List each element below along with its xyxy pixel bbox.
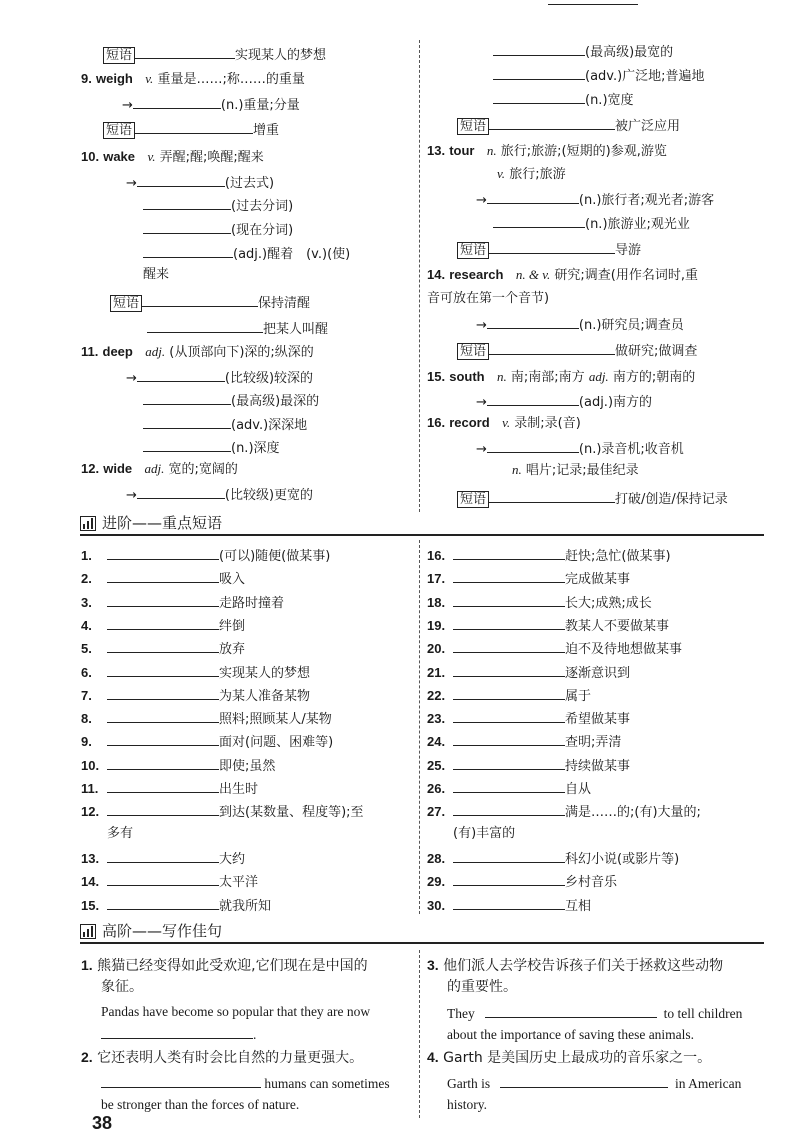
- phrase-item: [81, 871, 258, 892]
- column-divider-bottom: [419, 950, 420, 1118]
- phrase-item: [427, 871, 617, 892]
- phrase-meaning: 乡村音乐: [565, 875, 618, 891]
- arrow-icon: →: [476, 318, 487, 333]
- derive-row: → (n.)研究员;调查员: [476, 314, 684, 335]
- answer-blank[interactable]: [453, 731, 565, 746]
- answer-blank[interactable]: [500, 1073, 668, 1088]
- vocab-sub: n. 唱片;记录;最佳纪录: [512, 462, 639, 478]
- answer-blank[interactable]: [107, 662, 219, 677]
- answer-blank[interactable]: [493, 41, 585, 56]
- vocab-item-weigh: 9. weigh v. 重量是……;称……的重量: [81, 71, 305, 87]
- phrase-item: [427, 545, 671, 566]
- sentence-4-en: Garth is in American: [447, 1073, 741, 1093]
- item-number: 30.: [427, 897, 446, 913]
- phrase-meaning: 即使;虽然: [219, 758, 276, 774]
- phrase-item: [81, 778, 258, 799]
- answer-blank[interactable]: [453, 755, 565, 770]
- answer-blank[interactable]: [135, 44, 235, 59]
- answer-blank[interactable]: [485, 1003, 657, 1018]
- item-number: 3.: [81, 594, 92, 610]
- item-number: 19.: [427, 617, 446, 633]
- phrase-meaning: 自从: [565, 782, 592, 797]
- arrow-icon: →: [476, 395, 487, 410]
- answer-blank[interactable]: [107, 708, 219, 723]
- derive-row: → (比较级)更宽的: [126, 484, 313, 505]
- phrase-meaning: 到达(某数量、程度等);至: [219, 805, 364, 821]
- phrase-meaning: 放弃: [219, 642, 246, 658]
- answer-blank[interactable]: [135, 119, 253, 134]
- phrase-item: [81, 685, 310, 706]
- answer-blank[interactable]: [489, 115, 615, 130]
- item8-phrase: 短语 实现某人的梦想: [103, 44, 326, 65]
- phrase-meaning: 大约: [219, 851, 246, 867]
- item-number: 16.: [427, 548, 446, 563]
- derive-row: (adv.)广泛地;普遍地: [493, 65, 705, 86]
- answer-blank[interactable]: [487, 391, 579, 406]
- answer-blank[interactable]: [107, 778, 219, 793]
- phrase-item: [81, 755, 275, 776]
- answer-blank[interactable]: [453, 592, 565, 607]
- item-number: 29.: [427, 874, 446, 890]
- item-number: 1.: [81, 548, 92, 563]
- answer-blank[interactable]: [143, 390, 231, 405]
- arrow-icon: →: [476, 193, 487, 208]
- answer-blank[interactable]: [489, 340, 615, 355]
- top-rule: [548, 4, 638, 5]
- phrase-item: [81, 615, 245, 636]
- bar-chart-icon: [80, 924, 96, 939]
- derive-row: (过去分词): [143, 195, 293, 216]
- arrow-icon: →: [126, 488, 137, 503]
- phrase-item: [81, 848, 245, 869]
- sentence-3-en-cont: about the importance of saving these animals.: [447, 1027, 695, 1042]
- section-title: 高阶——写作佳句: [102, 922, 223, 940]
- phrase-item: [81, 708, 332, 729]
- phrase-row: 短语 做研究;做调查: [457, 340, 697, 361]
- arrow-icon: →: [126, 371, 137, 386]
- answer-blank[interactable]: [487, 314, 579, 329]
- sentence-1-cn: 1. 熊猫已经变得如此受欢迎,它们现在是中国的: [81, 957, 368, 974]
- phrase-meaning: 满是……的;(有)大量的;: [565, 805, 701, 821]
- phrase-meaning: 太平洋: [219, 875, 259, 891]
- phrase-tag: 短语: [103, 47, 135, 64]
- answer-blank[interactable]: [487, 438, 579, 453]
- phrase-row: 短语 增重: [103, 119, 279, 140]
- sentence-1-cn-cont: 象征。: [101, 979, 143, 995]
- phrase-item: [427, 568, 630, 589]
- item-number: 24.: [427, 734, 446, 750]
- answer-blank[interactable]: [107, 871, 219, 886]
- phrase-meaning: 互相: [565, 898, 592, 914]
- derive-row: → (过去式): [126, 172, 274, 193]
- phrase-item: [81, 545, 330, 566]
- phrase-item: [427, 801, 701, 822]
- item-number: 9.: [81, 734, 92, 750]
- derive-row: → (比较级)较深的: [126, 367, 313, 388]
- answer-blank[interactable]: [143, 243, 233, 258]
- vocab-sub: v. 旅行;旅游: [497, 166, 566, 182]
- answer-blank[interactable]: [107, 592, 219, 607]
- answer-blank[interactable]: [137, 484, 225, 499]
- phrase-meaning: 赶快;急忙(做某事): [565, 549, 671, 564]
- answer-blank[interactable]: [107, 685, 219, 700]
- derive-row: → (adj.)南方的: [476, 391, 652, 412]
- phrase-meaning: (可以)随便(做某事): [219, 549, 331, 564]
- answer-blank[interactable]: [142, 292, 258, 307]
- item-number: 14.: [81, 874, 100, 890]
- phrase-row: 短语 打破/创造/保持记录: [457, 488, 728, 509]
- answer-blank[interactable]: [493, 89, 585, 104]
- derive-row: (adv.)深深地: [143, 414, 307, 435]
- phrase-meaning-continued: (有)丰富的: [453, 825, 516, 841]
- answer-blank[interactable]: [487, 189, 579, 204]
- page-number: 38: [92, 1113, 113, 1133]
- item-number: 27.: [427, 804, 446, 820]
- answer-blank[interactable]: [453, 895, 565, 910]
- answer-blank[interactable]: [489, 239, 615, 254]
- column-divider-middle: [419, 540, 420, 914]
- vocab-item-tour: 13. tour n. 旅行;旅游;(短期的)参观,游览: [427, 143, 667, 159]
- phrase-meaning: 面对(问题、困难等): [219, 735, 334, 751]
- item-number: 18.: [427, 594, 446, 610]
- phrase-meaning: 逐渐意识到: [565, 665, 631, 681]
- answer-blank[interactable]: [107, 615, 219, 630]
- phrase-row: 短语 导游: [457, 239, 641, 260]
- vocab-item-research: 14. research n. & v. 研究;调查(用作名词时,重: [427, 267, 698, 283]
- answer-blank[interactable]: [453, 871, 565, 886]
- sentence-4-en-cont: history.: [447, 1097, 487, 1112]
- sentence-1-en: Pandas have become so popular that they are now: [101, 1004, 371, 1019]
- answer-blank[interactable]: [453, 708, 565, 723]
- sentence-2-cn: 2. 它还表明人类有时会比自然的力量更强大。: [81, 1049, 364, 1066]
- arrow-icon: →: [122, 98, 133, 113]
- item-number: 7.: [81, 687, 92, 703]
- sentence-1-answer: .: [101, 1024, 256, 1044]
- item-number: 10.: [81, 757, 100, 773]
- item-number: 12.: [81, 804, 100, 820]
- phrase-item: [81, 662, 310, 683]
- phrase-meaning-continued: 多有: [107, 825, 134, 841]
- answer-blank[interactable]: [143, 219, 231, 234]
- answer-blank[interactable]: [107, 848, 219, 863]
- phrase-meaning: 实现某人的梦想: [219, 665, 311, 681]
- phrase-meaning: 迫不及待地想做某事: [565, 642, 683, 658]
- answer-blank[interactable]: [107, 731, 219, 746]
- phrase-item: [427, 615, 669, 636]
- derive-tail: 醒来: [143, 267, 170, 282]
- section-header-sentences: [80, 920, 764, 944]
- phrase-item: [427, 755, 630, 776]
- phrase-item: [81, 895, 271, 916]
- item-number: 8.: [81, 711, 92, 727]
- section-title: 进阶——重点短语: [102, 514, 223, 532]
- phrase-item: [427, 848, 679, 869]
- derive-row: (现在分词): [143, 219, 293, 240]
- phrase-meaning: 出生时: [219, 782, 259, 797]
- item-number: 2.: [81, 571, 92, 587]
- item-number: 20.: [427, 641, 446, 657]
- answer-blank[interactable]: [133, 94, 221, 109]
- phrase-meaning: 照料;照顾某人/某物: [219, 712, 332, 728]
- phrase-meaning: 就我所知: [219, 898, 272, 914]
- derive-row: (n.)宽度: [493, 89, 634, 110]
- phrase-item: [427, 685, 591, 706]
- answer-blank[interactable]: [107, 545, 219, 560]
- derive-row: (最高级)最深的: [143, 390, 319, 411]
- answer-blank[interactable]: [453, 801, 565, 816]
- phrase-meaning: 持续做某事: [565, 758, 631, 774]
- answer-blank[interactable]: [453, 778, 565, 793]
- vocab-item-deep: 11. deep adj. (从顶部向下)深的;纵深的: [81, 344, 314, 360]
- definition-continued: 音可放在第一个音节): [427, 291, 550, 306]
- phrase-row: 把某人叫醒: [147, 318, 328, 339]
- answer-blank[interactable]: [107, 755, 219, 770]
- phrase-meaning: 为某人准备某物: [219, 688, 311, 704]
- derive-row: → (n.)重量;分量: [122, 94, 300, 115]
- answer-blank[interactable]: [493, 213, 585, 228]
- arrow-icon: →: [126, 176, 137, 191]
- derive-row: (n.)旅游业;观光业: [493, 213, 690, 234]
- item-number: 13.: [81, 850, 100, 866]
- phrase-meaning: 走路时撞着: [219, 595, 285, 611]
- phrase-meaning: 查明;弄清: [565, 735, 622, 751]
- phrase-meaning: 属于: [565, 688, 592, 704]
- section-header-phrases: [80, 512, 764, 536]
- phrase-item: [81, 568, 245, 589]
- answer-blank[interactable]: [143, 195, 231, 210]
- arrow-icon: →: [476, 442, 487, 457]
- phrase-item: [427, 592, 652, 613]
- item-number: 22.: [427, 687, 446, 703]
- vocab-item-wide: 12. wide adj. 宽的;宽阔的: [81, 461, 238, 477]
- item-number: 15.: [81, 897, 100, 913]
- item-number: 4.: [81, 617, 92, 633]
- answer-blank[interactable]: [143, 437, 231, 452]
- answer-blank[interactable]: [453, 545, 565, 560]
- column-divider-top: [419, 40, 420, 512]
- answer-blank[interactable]: [101, 1073, 261, 1088]
- phrase-meaning: 吸入: [219, 572, 246, 588]
- item-number: 6.: [81, 664, 92, 680]
- item-number: 21.: [427, 664, 446, 680]
- answer-blank[interactable]: [493, 65, 585, 80]
- answer-blank[interactable]: [107, 638, 219, 653]
- item-number: 5.: [81, 641, 92, 657]
- derive-row: (adj.)醒着 (v.)(使): [143, 243, 350, 264]
- answer-blank[interactable]: [147, 318, 263, 333]
- derive-row: → (n.)录音机;收音机: [476, 438, 684, 459]
- phrase-meaning: 完成做某事: [565, 572, 631, 588]
- answer-blank[interactable]: [453, 638, 565, 653]
- derive-row: → (n.)旅行者;观光者;游客: [476, 189, 714, 210]
- sentence-3-cn: 3. 他们派人去学校告诉孩子们关于拯救这些动物: [427, 957, 724, 974]
- phrase-item: [427, 638, 682, 659]
- item-number: 23.: [427, 711, 446, 727]
- sentence-2-en-cont: be stronger than the forces of nature.: [101, 1097, 300, 1112]
- answer-blank[interactable]: [137, 367, 225, 382]
- answer-blank[interactable]: [107, 895, 219, 910]
- answer-blank[interactable]: [453, 685, 565, 700]
- phrase-item: [427, 708, 630, 729]
- phrase-meaning: 科幻小说(或影片等): [565, 851, 680, 867]
- vocab-item-record: 16. record v. 录制;录(音): [427, 415, 581, 431]
- phrase-meaning: 长大;成熟;成长: [565, 595, 652, 611]
- phrase-meaning: 教某人不要做某事: [565, 618, 670, 634]
- answer-blank[interactable]: [107, 801, 219, 816]
- phrase-meaning: 希望做某事: [565, 712, 631, 728]
- derive-row: (n.)深度: [143, 437, 280, 458]
- answer-blank[interactable]: [143, 414, 231, 429]
- vocab-item-wake: 10. wake v. 弄醒;醒;唤醒;醒来: [81, 149, 264, 165]
- sentence-3-en: They to tell children: [447, 1003, 742, 1023]
- item-number: 17.: [427, 571, 446, 587]
- phrase-item: [427, 778, 591, 799]
- phrase-item: [81, 801, 364, 822]
- answer-blank[interactable]: [101, 1024, 253, 1039]
- derive-row: (最高级)最宽的: [493, 41, 673, 62]
- sentence-2-en: humans can sometimes: [101, 1073, 390, 1093]
- answer-blank[interactable]: [453, 848, 565, 863]
- answer-blank[interactable]: [107, 568, 219, 583]
- answer-blank[interactable]: [489, 488, 615, 503]
- phrase-item: [81, 731, 333, 752]
- phrase-item: [81, 638, 245, 659]
- answer-blank[interactable]: [453, 568, 565, 583]
- phrase-row: 短语 保持清醒: [110, 292, 310, 313]
- phrase-meaning: 绊倒: [219, 618, 246, 634]
- bar-chart-icon: [80, 516, 96, 531]
- phrase-item: [427, 731, 621, 752]
- answer-blank[interactable]: [453, 662, 565, 677]
- answer-blank[interactable]: [453, 615, 565, 630]
- sentence-3-cn-cont: 的重要性。: [447, 979, 517, 995]
- answer-blank[interactable]: [137, 172, 225, 187]
- sentence-4-cn: 4. Garth 是美国历史上最成功的音乐家之一。: [427, 1049, 712, 1066]
- phrase-item: [427, 895, 591, 916]
- phrase-item: [427, 662, 630, 683]
- item-number: 26.: [427, 781, 446, 796]
- vocab-item-south: 15. south n. 南;南部;南方 adj. 南方的;朝南的: [427, 369, 696, 385]
- item-number: 25.: [427, 757, 446, 773]
- item-number: 28.: [427, 850, 446, 866]
- item-number: 11.: [81, 781, 99, 796]
- phrase-row: 短语 被广泛应用: [457, 115, 680, 136]
- phrase-item: [81, 592, 284, 613]
